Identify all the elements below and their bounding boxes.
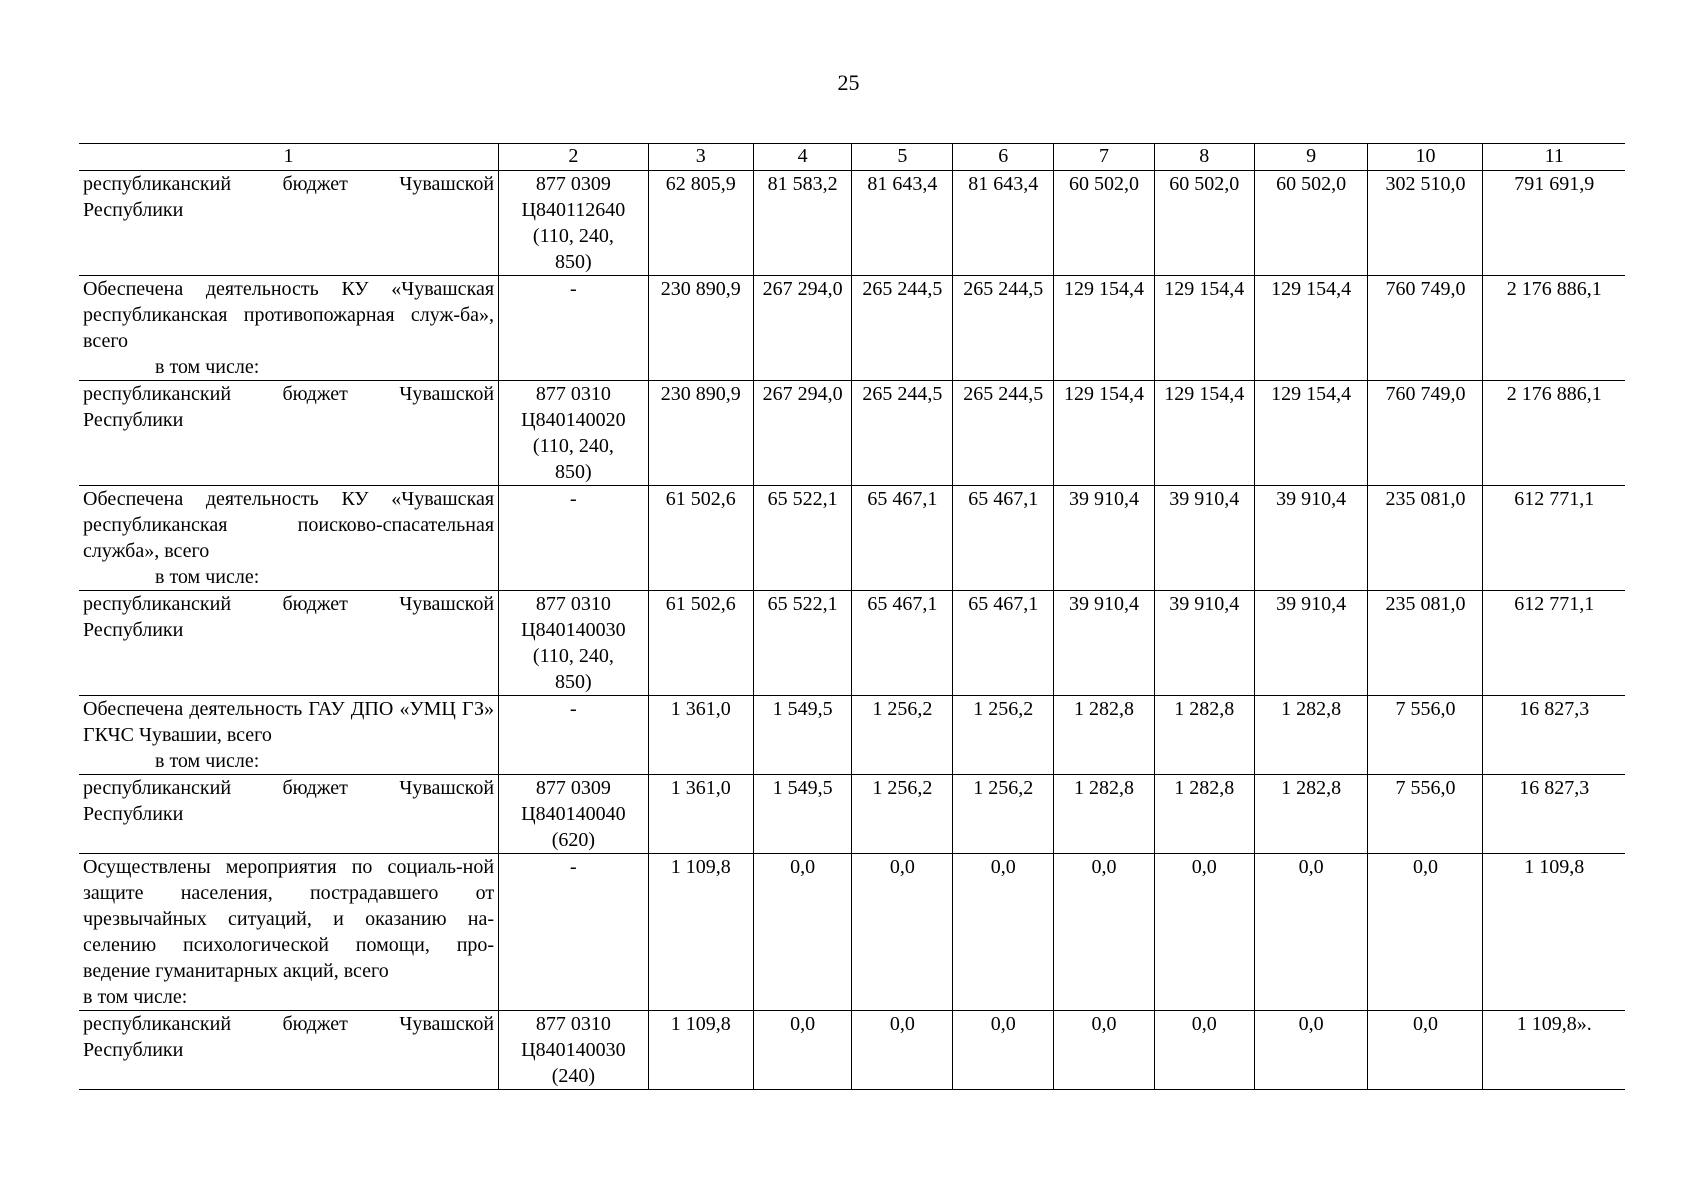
- budget-code-line: 877 0310: [535, 593, 611, 615]
- value-cell-col-4: 1 549,5: [753, 775, 852, 854]
- value-cell-col-6: 65 467,1: [953, 591, 1054, 696]
- table-row: [79, 276, 1625, 381]
- value-cell-col-7: 129 154,4: [1054, 276, 1155, 381]
- value-cell-col-5: 65 467,1: [852, 486, 953, 591]
- table-row: [79, 486, 1625, 591]
- value-cell-col-9: 129 154,4: [1254, 381, 1368, 486]
- value-cell-col-10: 7 556,0: [1368, 775, 1483, 854]
- value-cell-col-8: 39 910,4: [1154, 486, 1254, 591]
- column-number-row: [79, 144, 1625, 171]
- value-cell-col-11: 2 176 886,1: [1483, 276, 1625, 381]
- budget-code-line: -: [570, 488, 577, 510]
- budget-code-line: (240): [551, 1065, 596, 1087]
- value-cell-col-6: 265 244,5: [953, 276, 1054, 381]
- budget-code-line: (620): [551, 829, 596, 851]
- value-cell-col-10: 760 749,0: [1368, 381, 1483, 486]
- budget-code-cell: [499, 775, 649, 854]
- column-number-11: 11: [1483, 144, 1625, 171]
- value-cell-col-7: 1 282,8: [1054, 775, 1155, 854]
- value-cell-col-11: 791 691,9: [1483, 171, 1625, 276]
- value-cell-col-3: 61 502,6: [648, 486, 753, 591]
- value-cell-col-11: 16 827,3: [1483, 775, 1625, 854]
- budget-code-line: 877 0309: [535, 173, 611, 195]
- budget-code-line: 877 0310: [535, 1013, 611, 1035]
- row-name: республиканский бюджет Чувашской Республики: [83, 1013, 495, 1061]
- table-row: [79, 1011, 1625, 1090]
- value-cell-col-3: 230 890,9: [648, 276, 753, 381]
- value-cell-col-5: 0,0: [852, 854, 953, 1011]
- budget-code-line: 850): [555, 251, 592, 273]
- value-cell-col-7: 1 282,8: [1054, 696, 1155, 775]
- row-name-cell: [79, 381, 499, 486]
- value-cell-col-9: 0,0: [1254, 1011, 1368, 1090]
- page-number: 25: [837, 70, 860, 95]
- column-number-7: 7: [1054, 144, 1155, 171]
- budget-code-line: -: [570, 698, 577, 720]
- budget-code-line: Ц840140040: [521, 803, 626, 825]
- value-cell-col-5: 1 256,2: [852, 696, 953, 775]
- value-cell-col-9: 39 910,4: [1254, 486, 1368, 591]
- value-cell-col-9: 129 154,4: [1254, 276, 1368, 381]
- column-number-4: 4: [753, 144, 852, 171]
- budget-code-line: -: [570, 278, 577, 300]
- budget-code-line: 877 0309: [535, 777, 611, 799]
- value-cell-col-8: 39 910,4: [1154, 591, 1254, 696]
- value-cell-col-4: 65 522,1: [753, 591, 852, 696]
- row-subtitle: в том числе:: [83, 986, 188, 1008]
- value-cell-col-4: 0,0: [753, 854, 852, 1011]
- column-number-6: 6: [953, 144, 1054, 171]
- column-number-1: 1: [79, 144, 499, 171]
- row-name-cell: [79, 696, 499, 775]
- budget-code-line: 850): [555, 671, 592, 693]
- budget-code-cell: [499, 696, 649, 775]
- row-name-cell: [79, 591, 499, 696]
- value-cell-col-8: 1 282,8: [1154, 696, 1254, 775]
- row-name-cell: [79, 486, 499, 591]
- table-body: [79, 171, 1625, 1090]
- value-cell-col-10: 0,0: [1368, 1011, 1483, 1090]
- value-cell-col-9: 60 502,0: [1254, 171, 1368, 276]
- budget-table: [79, 143, 1625, 1090]
- budget-code-cell: [499, 171, 649, 276]
- column-number-2: 2: [499, 144, 649, 171]
- budget-code-line: Ц840140020: [521, 409, 626, 431]
- value-cell-col-5: 0,0: [852, 1011, 953, 1090]
- value-cell-col-3: 1 109,8: [648, 1011, 753, 1090]
- row-name: Обеспечена деятельность ГАУ ДПО «УМЦ ГЗ» ГКЧС Чувашии, всего: [83, 698, 495, 746]
- value-cell-col-7: 39 910,4: [1054, 591, 1155, 696]
- budget-code-line: 850): [555, 461, 592, 483]
- value-cell-col-10: 235 081,0: [1368, 591, 1483, 696]
- budget-code-line: -: [570, 856, 577, 878]
- budget-code-line: Ц840140030: [521, 1039, 626, 1061]
- row-name-cell: [79, 276, 499, 381]
- value-cell-col-11: 612 771,1: [1483, 591, 1625, 696]
- value-cell-col-8: 60 502,0: [1154, 171, 1254, 276]
- value-cell-col-10: 235 081,0: [1368, 486, 1483, 591]
- row-name: Обеспечена деятельность КУ «Чувашская республиканская противопожарная служ-ба», всего: [83, 278, 495, 352]
- budget-code-cell: [499, 276, 649, 381]
- table-row: [79, 171, 1625, 276]
- value-cell-col-9: 1 282,8: [1254, 775, 1368, 854]
- value-cell-col-7: 39 910,4: [1054, 486, 1155, 591]
- value-cell-col-8: 0,0: [1154, 1011, 1254, 1090]
- table-row: [79, 381, 1625, 486]
- table-row: [79, 591, 1625, 696]
- row-name: республиканский бюджет Чувашской Республики: [83, 777, 495, 825]
- value-cell-col-4: 267 294,0: [753, 276, 852, 381]
- budget-code-cell: [499, 1011, 649, 1090]
- value-cell-col-4: 0,0: [753, 1011, 852, 1090]
- column-number-9: 9: [1254, 144, 1368, 171]
- budget-code-cell: [499, 854, 649, 1011]
- budget-code-line: 877 0310: [535, 383, 611, 405]
- value-cell-col-6: 0,0: [953, 1011, 1054, 1090]
- budget-code-cell: [499, 381, 649, 486]
- table-row: [79, 775, 1625, 854]
- value-cell-col-6: 81 643,4: [953, 171, 1054, 276]
- value-cell-col-3: 1 109,8: [648, 854, 753, 1011]
- value-cell-col-3: 62 805,9: [648, 171, 753, 276]
- value-cell-col-4: 267 294,0: [753, 381, 852, 486]
- row-name: республиканский бюджет Чувашской Республики: [83, 593, 495, 641]
- value-cell-col-8: 129 154,4: [1154, 381, 1254, 486]
- value-cell-col-10: 302 510,0: [1368, 171, 1483, 276]
- budget-code-line: (110, 240,: [532, 645, 614, 667]
- value-cell-col-6: 1 256,2: [953, 696, 1054, 775]
- value-cell-col-4: 81 583,2: [753, 171, 852, 276]
- row-name: Осуществлены мероприятия по социаль-ной защите населения, пострадавшего от чрезвычайных ситуаций, и оказанию на-селению психологической помощи, про-ведение гуманитарных акций, всего: [83, 856, 495, 982]
- value-cell-col-3: 1 361,0: [648, 696, 753, 775]
- value-cell-col-6: 265 244,5: [953, 381, 1054, 486]
- column-number-5: 5: [852, 144, 953, 171]
- budget-code-cell: [499, 591, 649, 696]
- value-cell-col-11: 1 109,8».: [1483, 1011, 1625, 1090]
- value-cell-col-5: 1 256,2: [852, 775, 953, 854]
- value-cell-col-6: 1 256,2: [953, 775, 1054, 854]
- value-cell-col-6: 0,0: [953, 854, 1054, 1011]
- value-cell-col-7: 0,0: [1054, 854, 1155, 1011]
- value-cell-col-10: 760 749,0: [1368, 276, 1483, 381]
- row-name: Обеспечена деятельность КУ «Чувашская республиканская поисково-спасательная служба», всего: [83, 488, 495, 562]
- value-cell-col-9: 39 910,4: [1254, 591, 1368, 696]
- budget-code-line: (110, 240,: [532, 225, 614, 247]
- value-cell-col-11: 16 827,3: [1483, 696, 1625, 775]
- value-cell-col-7: 60 502,0: [1054, 171, 1155, 276]
- value-cell-col-7: 0,0: [1054, 1011, 1155, 1090]
- row-name-cell: [79, 1011, 499, 1090]
- value-cell-col-7: 129 154,4: [1054, 381, 1155, 486]
- value-cell-col-3: 1 361,0: [648, 775, 753, 854]
- row-name-cell: [79, 854, 499, 1011]
- value-cell-col-11: 612 771,1: [1483, 486, 1625, 591]
- value-cell-col-5: 65 467,1: [852, 591, 953, 696]
- value-cell-col-8: 1 282,8: [1154, 775, 1254, 854]
- value-cell-col-10: 0,0: [1368, 854, 1483, 1011]
- column-number-3: 3: [648, 144, 753, 171]
- value-cell-col-4: 1 549,5: [753, 696, 852, 775]
- value-cell-col-8: 0,0: [1154, 854, 1254, 1011]
- table-row: [79, 854, 1625, 1011]
- column-number-10: 10: [1368, 144, 1483, 171]
- row-subtitle: в том числе:: [155, 566, 260, 588]
- budget-code-line: (110, 240,: [532, 435, 614, 457]
- row-name: республиканский бюджет Чувашской Республики: [83, 383, 495, 431]
- value-cell-col-9: 0,0: [1254, 854, 1368, 1011]
- budget-code-line: Ц840140030: [521, 619, 626, 641]
- row-subtitle: в том числе:: [155, 750, 260, 772]
- value-cell-col-8: 129 154,4: [1154, 276, 1254, 381]
- value-cell-col-11: 2 176 886,1: [1483, 381, 1625, 486]
- value-cell-col-6: 65 467,1: [953, 486, 1054, 591]
- value-cell-col-3: 61 502,6: [648, 591, 753, 696]
- row-subtitle: в том числе:: [155, 356, 260, 378]
- budget-code-cell: [499, 486, 649, 591]
- value-cell-col-11: 1 109,8: [1483, 854, 1625, 1011]
- value-cell-col-4: 65 522,1: [753, 486, 852, 591]
- value-cell-col-5: 81 643,4: [852, 171, 953, 276]
- value-cell-col-5: 265 244,5: [852, 381, 953, 486]
- value-cell-col-3: 230 890,9: [648, 381, 753, 486]
- table-row: [79, 696, 1625, 775]
- value-cell-col-10: 7 556,0: [1368, 696, 1483, 775]
- value-cell-col-9: 1 282,8: [1254, 696, 1368, 775]
- row-name-cell: [79, 775, 499, 854]
- budget-code-line: Ц840112640: [521, 199, 626, 221]
- value-cell-col-5: 265 244,5: [852, 276, 953, 381]
- column-number-8: 8: [1154, 144, 1254, 171]
- row-name: республиканский бюджет Чувашской Республики: [83, 173, 495, 221]
- row-name-cell: [79, 171, 499, 276]
